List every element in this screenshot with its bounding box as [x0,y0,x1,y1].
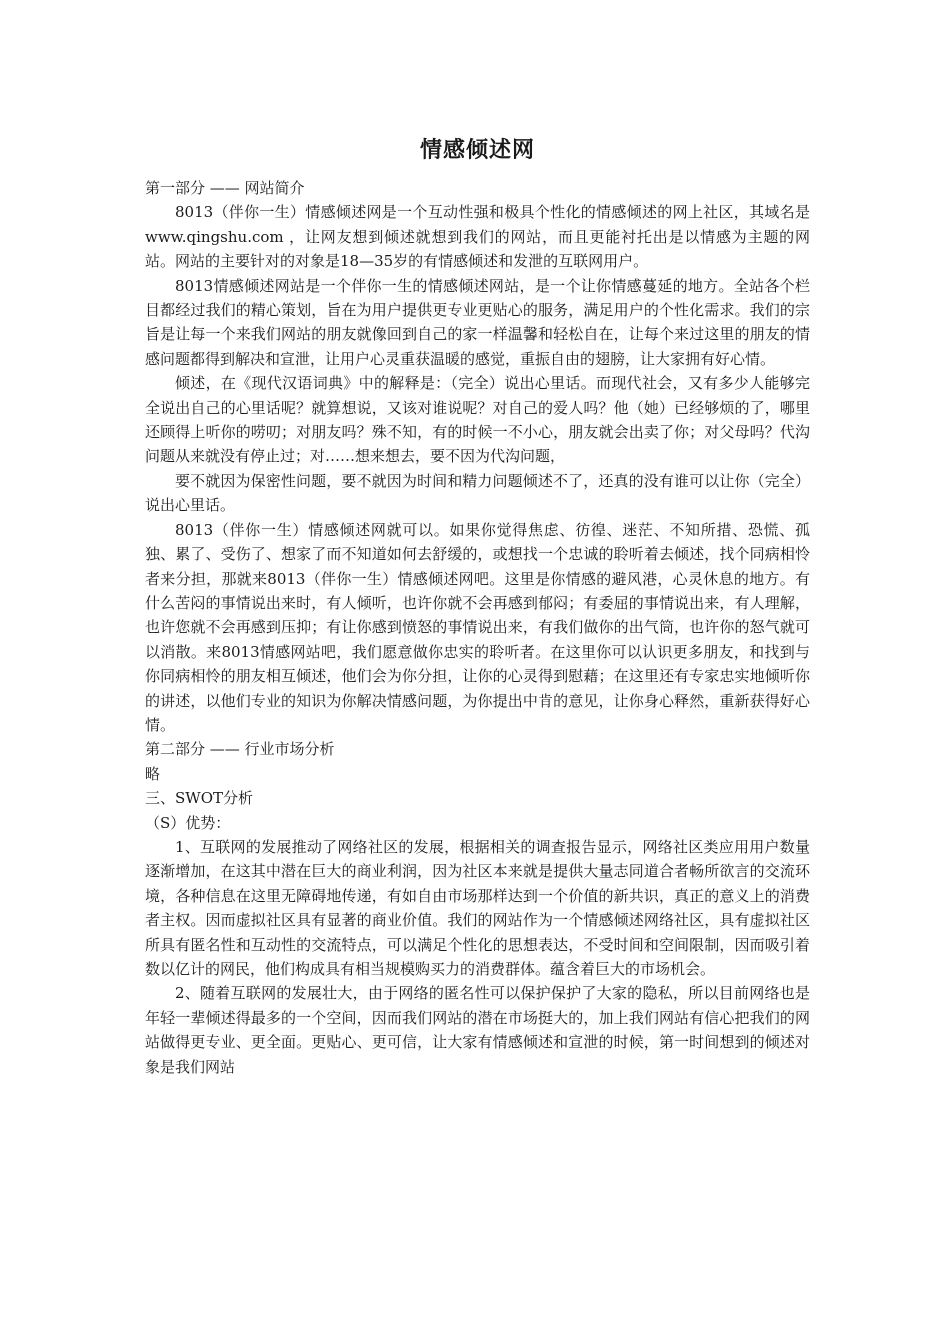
paragraph-3: 倾述，在《现代汉语词典》中的解释是：（完全）说出心里话。而现代社会，又有多少人能够完全说出自己的心里话呢？就算想说，又该对谁说呢？对自己的爱人吗？他（她）已经够烦的了，哪里还顾得上听你的唠叨；对朋友吗？殊不知，有的时候一不小心，朋友就会出卖了你；对父母吗？代沟问题从来就没有停止过；对……想来想去，要不因为代沟问题， [145,374,810,466]
strength-2: 2、随着互联网的发展壮大，由于网络的匿名性可以保护保护了大家的隐私，所以目前网络也是年轻一辈倾述得最多的一个空间，因而我们网站的潜在市场挺大的，加上我们网站有信心把我们的网站做得更专业、更全面。更贴心、更可信，让大家有情感倾述和宣泄的时候，第一时间想到的倾述对象是我们网站 [145,984,810,1076]
section3-heading: 三、SWOT分析 [145,789,253,808]
section2-heading: 第二部分 —— 行业市场分析 [145,740,335,759]
section2-body: 略 [145,764,161,783]
strength-1: 1、互联网的发展推动了网络社区的发展，根据相关的调查报告显示，网络社区类应用用户数量逐渐增加，在这其中潜在巨大的商业利润，因为社区本来就是提供大量志同道合者畅所欲言的交流环境，各种信息在这里无障碍地传递，有如自由市场那样达到一个价值的新共识，真正的意义上的消费者主权。因而虚拟社区具有显著的商业价值。我们的网站作为一个情感倾述网络社区，具有虚拟社区所具有匿名性和互动性的交流特点，可以满足个性化的思想表达，不受时间和空间限制，因而吸引着数以亿计的网民，他们构成具有相当规模购买力的消费群体。蕴含着巨大的市场机会。 [145,837,810,978]
paragraph-5: 8013（伴你一生）情感倾述网就可以。如果你觉得焦虑、彷徨、迷茫、不知所措、恐慌、孤独、累了、受伤了、想家了而不知道如何去舒缓的，或想找一个忠诚的聆听着去倾述，找个同病相怜者来分担，那就来8013（伴你一生）情感倾述网吧。这里是你情感的避风港，心灵休息的地方。有什么苦闷的事情说出来时，有人倾听，也许你就不会再感到郁闷；有委屈的事情说出来，有人理解，也许您就不会再感到压抑；有让你感到愤怒的事情说出来，有我们做你的出气筒，也许你的怒气就可以消散。来8013情感网站吧，我们愿意做你忠实的聆听者。在这里你可以认识更多朋友，和找到与你同病相怜的朋友相互倾述，他们会为你分担，让你的心灵得到慰藉；在这里还有专家忠实地倾听你的讲述，以他们专业的知识为你解决情感问题，为你提出中肯的意见，让你身心释然，重新获得好心情。 [145,520,810,734]
paragraph-1: 8013（伴你一生）情感倾述网是一个互动性强和极具个性化的情感倾述的网上社区，其域名是 www.qingshu.com ，让网友想到倾述就想到我们的网站，而且更能衬托出是以情感为主题的网站。网站的主要针对的对象是18—35岁的有情感倾述和发泄的互联网用户。 [145,203,810,271]
paragraph-2: 8013情感倾述网站是一个伴你一生的情感倾述网站，是一个让你情感蔓延的地方。全站各个栏目都经过我们的精心策划，旨在为用户提供更专业更贴心的服务，满足用户的个性化需求。我们的宗旨是让每一个来我们网站的朋友就像回到自己的家一样温馨和轻松自在，让每个来过这里的朋友的情感问题都得到解决和宣泄，让用户心灵重获温暖的感觉，重振自由的翅膀，让大家拥有好心情。 [145,276,810,368]
strengths-heading: （S）优势： [145,813,231,832]
document-title: 情感倾述网 [419,138,535,163]
paragraph-4: 要不就因为保密性问题，要不就因为时间和精力问题倾述不了，还真的没有谁可以让你（完全）说出心里话。 [145,471,810,515]
document-page [145,128,810,1079]
section1-heading: 第一部分 —— 网站简介 [145,179,305,197]
